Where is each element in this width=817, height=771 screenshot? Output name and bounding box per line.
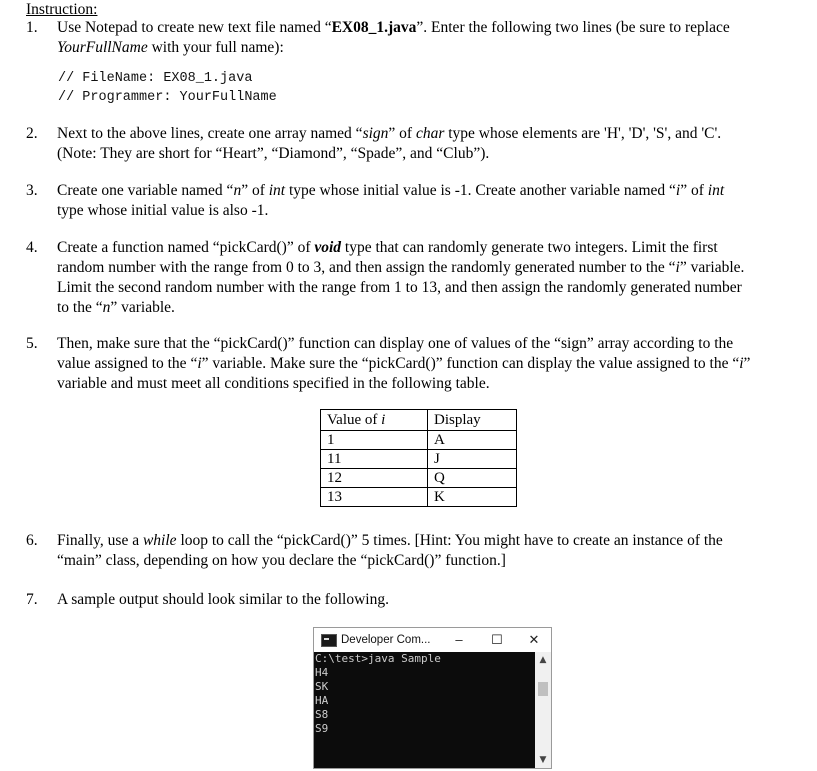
item-text <box>57 18 811 58</box>
scroll-down-icon[interactable]: ▼ <box>539 755 547 765</box>
cell-display: K <box>428 488 517 507</box>
text-run: Next to the above lines, create one array named “ <box>57 125 363 142</box>
placeholder-italic: YourFullName <box>57 39 148 56</box>
console-scrollbar[interactable] <box>535 652 551 768</box>
text-line: “main” class, depending on how you declare the “pickCard()” function.] <box>57 552 506 569</box>
table-header-row <box>321 410 517 431</box>
item-number: 5. <box>26 335 38 352</box>
text-run: ” <box>743 355 751 372</box>
item-text <box>57 531 811 571</box>
text-italic: char <box>415 125 445 142</box>
text-run: Use Notepad to create new text file named “ <box>57 19 332 36</box>
text-italic: int <box>707 182 725 199</box>
filename-bold: EX08_1.java <box>331 19 417 36</box>
item-text <box>57 238 811 318</box>
console-app-icon <box>321 634 337 647</box>
scroll-thumb[interactable] <box>538 682 548 696</box>
text-run: ” variable. <box>110 299 175 316</box>
text-line: (Note: They are short for “Heart”, “Diamond”, “Spade”, and “Club”). <box>57 145 490 162</box>
console-line: HA <box>315 694 329 707</box>
text-run: Finally, use a <box>57 532 143 549</box>
table-row <box>321 469 517 488</box>
maximize-icon[interactable]: ☐ <box>491 632 503 647</box>
text-line: variable and must meet all conditions specified in the following table. <box>57 375 490 392</box>
item-text <box>57 124 811 164</box>
cell-display: A <box>428 431 517 450</box>
table-row <box>321 431 517 450</box>
text-run: type whose elements are 'H', 'D', 'S', and 'C'. <box>444 125 722 142</box>
cell-value: 11 <box>321 450 428 469</box>
text-italic: sign <box>362 125 389 142</box>
text-run: ” variable. Make sure the “pickCard()” function can display the value assigned to the “ <box>201 355 740 372</box>
text-run: type that can randomly generate two integers. Limit the first <box>341 239 718 256</box>
close-icon[interactable]: ✕ <box>528 632 540 647</box>
text-run: to the “ <box>57 299 103 316</box>
console-output[interactable] <box>314 652 535 768</box>
text-run: Create a function named “pickCard()” of <box>57 239 315 256</box>
text-italic: int <box>268 182 286 199</box>
text-line: A sample output should look similar to the following. <box>57 591 389 608</box>
cell-value: 1 <box>321 431 428 450</box>
table-row <box>321 488 517 507</box>
header-var-italic: i <box>381 412 386 428</box>
text-run: ”. Enter the following two lines (be sure to replace <box>416 19 730 36</box>
console-line: S8 <box>315 708 329 721</box>
cell-display: J <box>428 450 517 469</box>
console-line: S9 <box>315 722 329 735</box>
item-number: 7. <box>26 591 38 608</box>
item-number: 6. <box>26 532 38 549</box>
value-display-table <box>320 409 517 507</box>
header-display: Display <box>428 410 517 431</box>
cell-value: 12 <box>321 469 428 488</box>
console-window <box>313 627 552 769</box>
text-run: ” of <box>680 182 708 199</box>
text-run: ” of <box>241 182 269 199</box>
scroll-up-icon[interactable]: ▲ <box>539 655 547 665</box>
cell-display: Q <box>428 469 517 488</box>
console-line: SK <box>315 680 329 693</box>
text-italic: while <box>142 532 177 549</box>
item-text <box>57 590 811 610</box>
item-number: 3. <box>26 182 38 199</box>
table-row <box>321 450 517 469</box>
text-run: random number with the range from 0 to 3, and then assign the randomly generated number to the “ <box>57 259 676 276</box>
header-text: Value of <box>327 412 382 428</box>
text-italic: i <box>739 355 744 372</box>
console-line: C:\test>java Sample <box>315 652 441 665</box>
text-italic: i <box>197 355 202 372</box>
header-value-of-i <box>321 410 428 431</box>
text-line: Then, make sure that the “pickCard()” function can display one of values of the “sign” array according to the <box>57 335 734 352</box>
text-run: type whose initial value is -1. Create another variable named “ <box>285 182 676 199</box>
text-run: value assigned to the “ <box>57 355 198 372</box>
text-run: loop to call the “pickCard()” 5 times. [Hint: You might have to create an instance of the <box>176 532 723 549</box>
text-run: Create one variable named “ <box>57 182 234 199</box>
console-title: Developer Com... <box>341 634 431 646</box>
text-italic: n <box>102 299 111 316</box>
item-number: 1. <box>26 19 38 36</box>
text-run: ” of <box>388 125 416 142</box>
item-text <box>57 181 811 221</box>
item-number: 4. <box>26 239 38 256</box>
console-titlebar[interactable] <box>314 628 551 652</box>
item-number: 2. <box>26 125 38 142</box>
text-italic: n <box>233 182 242 199</box>
text-line: Limit the second random number with the range from 1 to 13, and then assign the randomly generated number <box>57 279 742 296</box>
text-italic: i <box>675 182 681 199</box>
code-line-filename: // FileName: EX08_1.java <box>58 71 253 86</box>
item-text <box>57 334 811 394</box>
instruction-heading: Instruction: <box>26 1 98 18</box>
text-bold-italic: void <box>314 239 342 256</box>
console-line: H4 <box>315 666 329 679</box>
cell-value: 13 <box>321 488 428 507</box>
minimize-icon[interactable]: – <box>455 632 463 647</box>
text-line: type whose initial value is also -1. <box>57 202 269 219</box>
code-line-programmer: // Programmer: YourFullName <box>58 90 277 105</box>
text-run: with your full name): <box>147 39 284 56</box>
text-italic: i <box>675 259 680 276</box>
text-run: ” variable. <box>679 259 745 276</box>
